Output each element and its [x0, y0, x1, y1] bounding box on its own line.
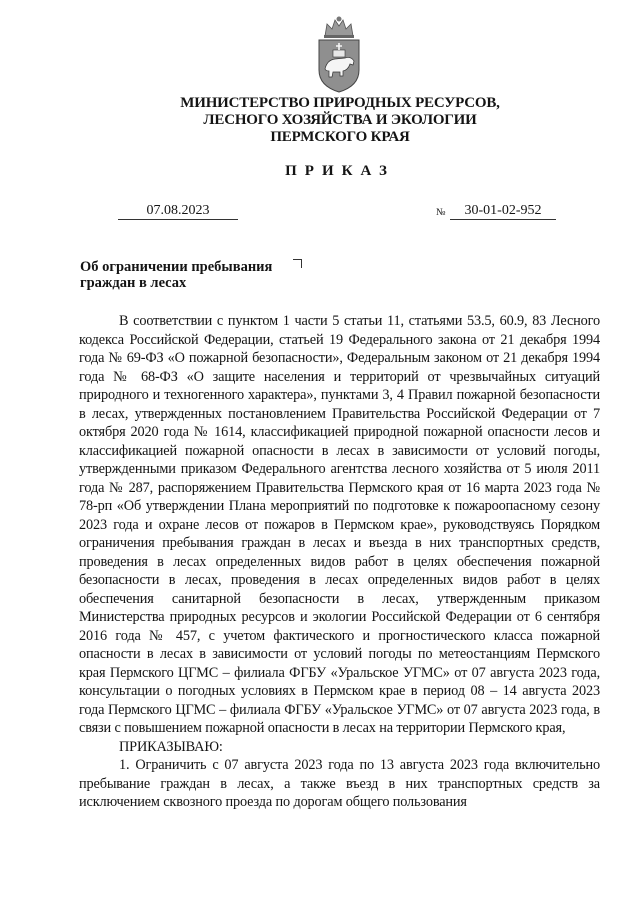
- perm-krai-coat-of-arms-icon: [313, 14, 365, 94]
- ministry-name: [0, 95, 640, 146]
- coat-of-arms-emblem: [313, 14, 365, 94]
- preamble-paragraph: В соответствии с пунктом 1 части 5 статьи 11, статьями 53.5, 60.9, 83 Лесного кодекса Российской Федерации, статьей 19 Федерального закона от 21 декабря 1994 года № 69-ФЗ «О пожарной безопасности», Федеральным законом от 21 декабря 1994 года № 68-ФЗ «О защите населения и территорий от чрезвычайных ситуаций природного и техногенного характера», пунктами 3, 4 Правил пожарной безопасности в лесах, утвержденных постановлением Правительства Российской Федерации от 7 октября 2020 года № 1614, классификацией природной пожарной опасности лесов и классификацией пожарной опасности в лесах в зависимости от условий погоды, утвержденными приказом Федерального агентства лесного хозяйства от 5 июля 2011 года № 287, распоряжением Правительства Пермского края от 16 марта 2023 года № 78-рп «Об утверждении Плана мероприятий по подготовке к пожароопасному сезону 2023 года и охране лесов от пожаров в Пермском крае», руководствуясь Порядком ограничения пребывания граждан в лесах и въезда в них транспортных средств, проведения в лесах определенных видов работ в целях обеспечения пожарной безопасности в лесах, проведения в лесах определенных видов работ в целях обеспечения санитарной безопасности в лесах, утвержденным приказом Министерства природных ресурсов и экологии Российской Федерации от 6 сентября 2016 года № 457, с учетом фактического и прогностического класса пожарной опасности в лесах в зависимости от условий погоды по метеостанциям Пермского края Пермского ЦГМС – филиала ФГБУ «Уральское УГМС» от 07 августа 2023 года, консультации о погодных условиях в Пермском крае в период 08 – 14 августа 2023 года Пермского ЦГМС – филиала ФГБУ «Уральское УГМС» от 07 августа 2023 года, в связи с повышением пожарной опасности в лесах на территории Пермского края,: [79, 313, 600, 736]
- order-word: ПРИКАЗЫВАЮ:: [119, 738, 223, 755]
- order-date: 07.08.2023: [118, 202, 238, 220]
- ministry-line: ПЕРМСКОГО КРАЯ: [270, 129, 410, 145]
- ministry-line: ЛЕСНОГО ХОЗЯЙСТВА И ЭКОЛОГИИ: [203, 112, 477, 128]
- order-title: ПРИКАЗ: [285, 163, 395, 179]
- ministry-line: МИНИСТЕРСТВО ПРИРОДНЫХ РЕСУРСОВ,: [180, 95, 500, 111]
- subject-corner-mark: [293, 259, 302, 268]
- order-body: [79, 312, 600, 812]
- subject-line: граждан в лесах: [80, 275, 187, 291]
- order-number: 30-01-02-952: [450, 202, 556, 220]
- order-subject: [80, 259, 310, 291]
- order-item-1: 1. Ограничить с 07 августа 2023 года по 13 августа 2023 года включительно пребывание граждан в лесах, а также въезд в них транспортных средств за исключением сквозного проезда по дорогам общего пользования: [79, 757, 600, 810]
- subject-line: Об ограничении пребывания: [80, 259, 273, 275]
- number-sign: №: [436, 207, 446, 218]
